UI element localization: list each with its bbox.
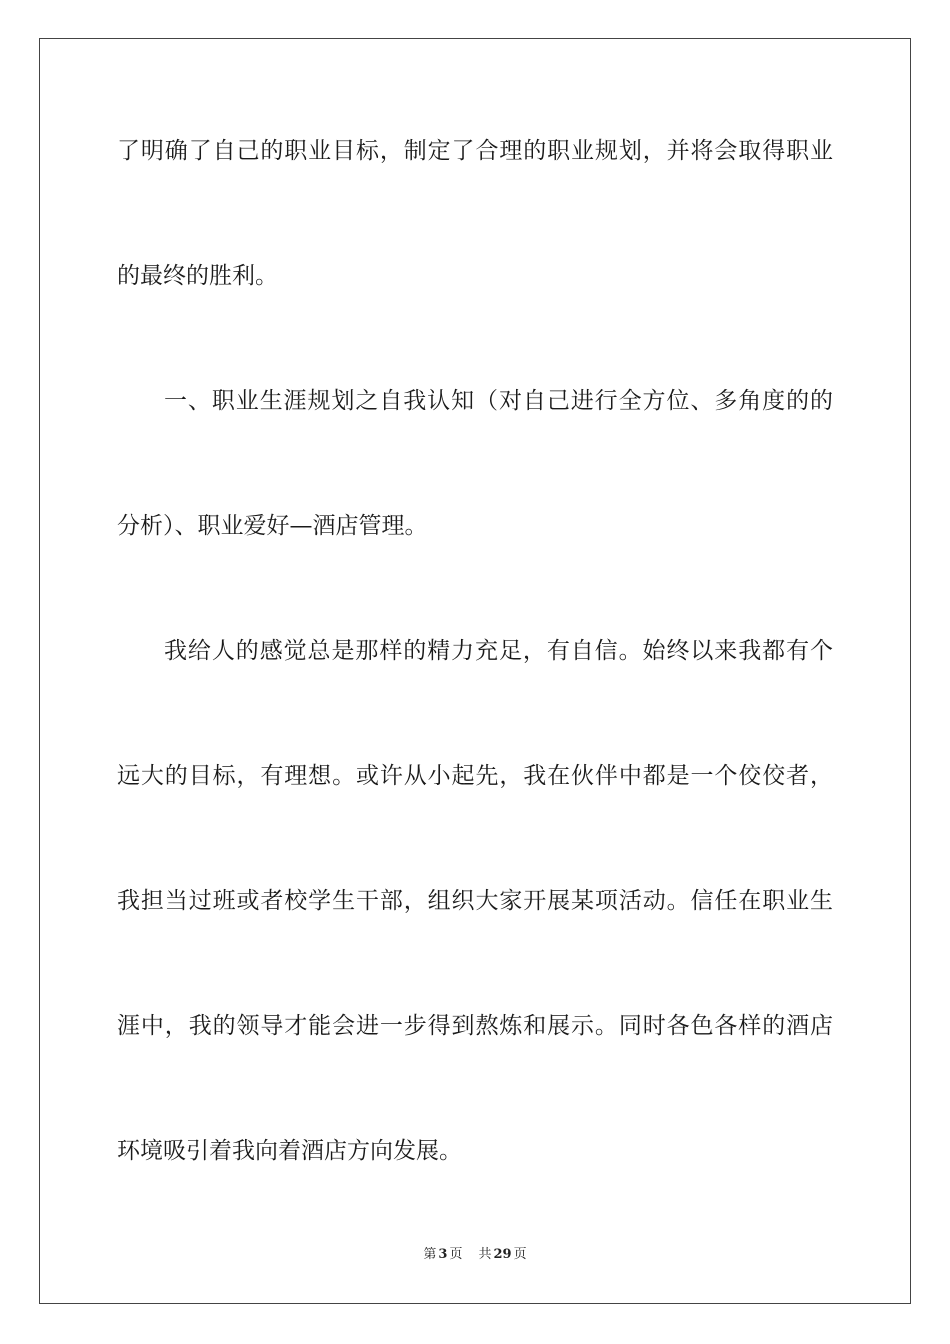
text-line: 远大的目标，有理想。或许从小起先，我在伙伴中都是一个佼佼者， [117,763,833,789]
current-page-number: 3 [438,1247,448,1262]
text-line: 环境吸引着我向着酒店方向发展。 [117,1138,462,1164]
total-suffix: 页 [513,1247,527,1262]
page-suffix: 页 [449,1247,463,1262]
page-footer [0,1246,950,1264]
total-page-count: 29 [493,1247,512,1262]
text-line: 的最终的胜利。 [117,263,278,289]
paragraph-first-line: 我给人的感觉总是那样的精力充足，有自信。始终以来我都有个 [164,638,833,664]
text-line: 分析）、职业爱好—酒店管理。 [117,513,428,539]
text-line: 涯中，我的领导才能会进一步得到熬炼和展示。同时各色各样的酒店 [117,1013,833,1039]
section-heading-line: 一、职业生涯规划之自我认知（对自己进行全方位、多角度的的 [164,388,833,414]
total-prefix: 共 [478,1247,492,1262]
text-line: 我担当过班或者校学生干部，组织大家开展某项活动。信任在职业生 [117,888,833,914]
page-border [39,38,911,1304]
page-prefix: 第 [423,1247,437,1262]
text-line: 了明确了自己的职业目标，制定了合理的职业规划，并将会取得职业 [117,138,833,164]
